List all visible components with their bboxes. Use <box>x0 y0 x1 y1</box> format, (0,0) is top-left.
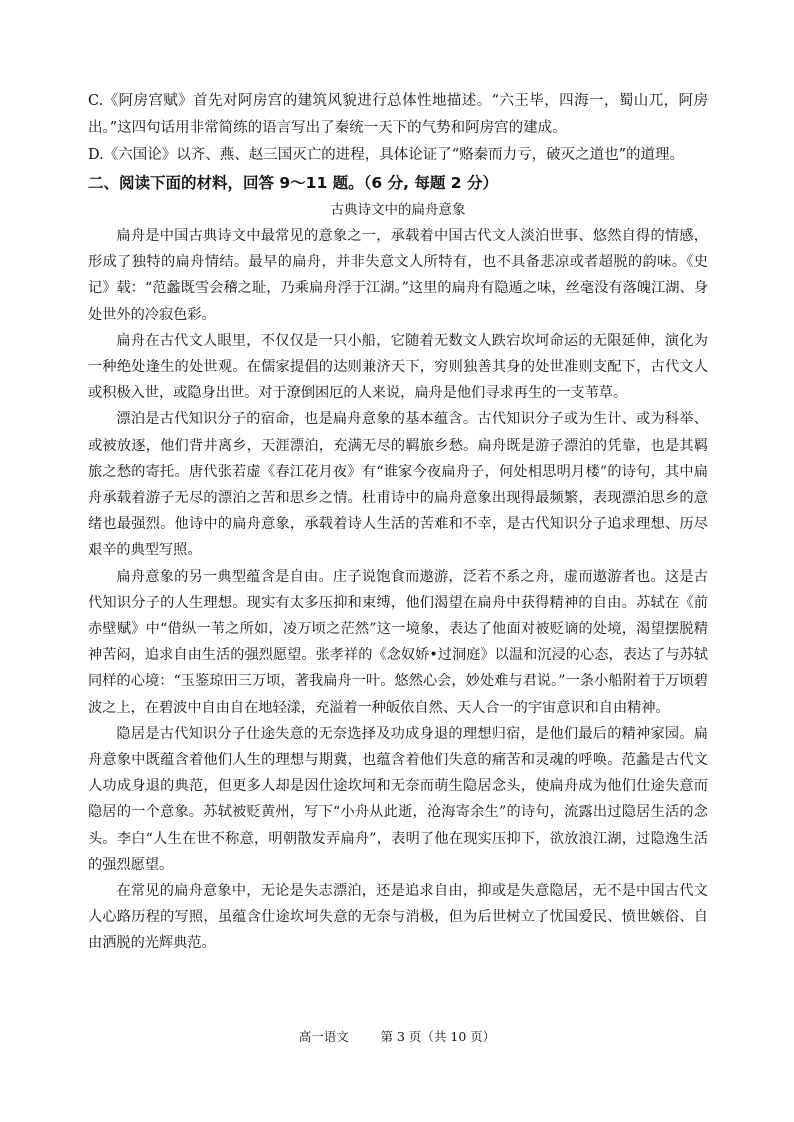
footer-page-number: 第 3 页（共 10 页） <box>380 1029 496 1044</box>
article-paragraph: 扁舟在古代文人眼里，不仅仅是一只小船，它随着无数文人跌宕坎坷命运的无限延伸，演化为一种绝处逢生的处世观。在儒家提倡的达则兼济天下，穷则独善其身的处世准则支配下，古代文人或积极入世，或隐身出世。对于潦倒困厄的人来说，扁舟是他们寻求再生的一支苇草。 <box>88 332 708 402</box>
article-paragraph: 扁舟是中国古典诗文中最常见的意象之一，承载着中国古代文人淡泊世事、悠然自得的情感，形成了独特的扁舟情结。最早的扁舟，并非失意文人所特有，也不具备悲凉或者超脱的韵味。《史记》载：“范蠡既雪会稽之耻，乃乘扁舟浮于江湖。”这里的扁舟有隐遁之味，丝毫没有落魄江湖、身处世外的冷寂色彩。 <box>88 228 708 323</box>
option-d: D.《六国论》以齐、燕、赵三国灭亡的进程，具体论证了“赂秦而力亏，破灭之道也”的道理。 <box>88 147 685 163</box>
article-paragraph: 扁舟意象的另一典型蕴含是自由。庄子说饱食而遨游，泛若不系之舟，虚而遨游者也。这是古代知识分子的人生理想。现实有太多压抑和束缚，他们渴望在扁舟中获得精神的自由。苏轼在《前赤壁赋》中“借纵一苇之所如，凌万顷之茫然”这一境象，表达了他面对被贬谪的处境，渴望摆脱精神苦闷，追求自由生活的强烈愿望。张孝祥的《念奴娇•过洞庭》以温和沉浸的心态，表达了与苏轼同样的心境：“玉鉴琼田三万顷，著我扁舟一叶。悠然心会，妙处难与君说。”一条小船附着于万顷碧波之上，在碧波中自由自在地轻漾，充溢着一种皈依自然、天人合一的宇宙意识和自由精神。 <box>88 568 708 716</box>
page-footer <box>0 1028 794 1046</box>
article-paragraph: 在常见的扁舟意象中，无论是失志漂泊，还是追求自由，抑或是失意隐居，无不是中国古代文人心路历程的写照，虽蕴含仕途坎坷失意的无奈与消极，但为后世树立了忧国爱民、愤世嫉俗、自由洒脱的光辉典范。 <box>88 883 708 952</box>
article-paragraph: 隐居是古代知识分子仕途失意的无奈选择及功成身退的理想归宿，是他们最后的精神家园。扁舟意象中既蕴含着他们人生的理想与期冀，也蕴含着他们失意的痛苦和灵魂的呼唤。范蠡是古代文人功成身退的典范，但更多人却是因仕途坎坷和无奈而萌生隐居念头，使扁舟成为他们仕途失意而隐居的一个意象。苏轼被贬黄州，写下“小舟从此逝，沧海寄余生”的诗句，流露出过隐居生活的念头。李白“人生在世不称意，明朝散发弄扁舟”，表明了他在现实压抑下，欲放浪江湖，过隐逸生活的强烈愿望。 <box>88 725 708 873</box>
option-c: C.《阿房宫赋》首先对阿房宫的建筑风貌进行总体性地描述。“六王毕，四海一，蜀山兀，阿房出。”这四句话用非常简练的语言写出了秦统一天下的气势和阿房宫的建成。 <box>88 93 708 136</box>
section-heading: 二、阅读下面的材料，回答 9～11 题。（6 分, 每题 2 分） <box>88 174 498 192</box>
footer-subject: 高一语文 <box>298 1029 349 1044</box>
article-paragraph: 漂泊是古代知识分子的宿命，也是扁舟意象的基本蕴含。古代知识分子或为生计、或为科举、或被放逐，他们背井离乡，天涯漂泊，充满无尽的羁旅乡愁。扁舟既是游子漂泊的凭靠，也是其羁旅之愁的寄托。唐代张若虚《春江花月夜》有“谁家今夜扁舟子，何处相思明月楼”的诗句，其中扁舟承载着游子无尽的漂泊之苦和思乡之情。杜甫诗中的扁舟意象出现得最频繁，表现漂泊思乡的意绪也最强烈。他诗中的扁舟意象，承载着诗人生活的苦难和不幸，是古代知识分子追求理想、历尽艰辛的典型写照。 <box>88 411 708 559</box>
exam-page-content <box>88 88 708 957</box>
article-title: 古典诗文中的扁舟意象 <box>330 202 466 218</box>
